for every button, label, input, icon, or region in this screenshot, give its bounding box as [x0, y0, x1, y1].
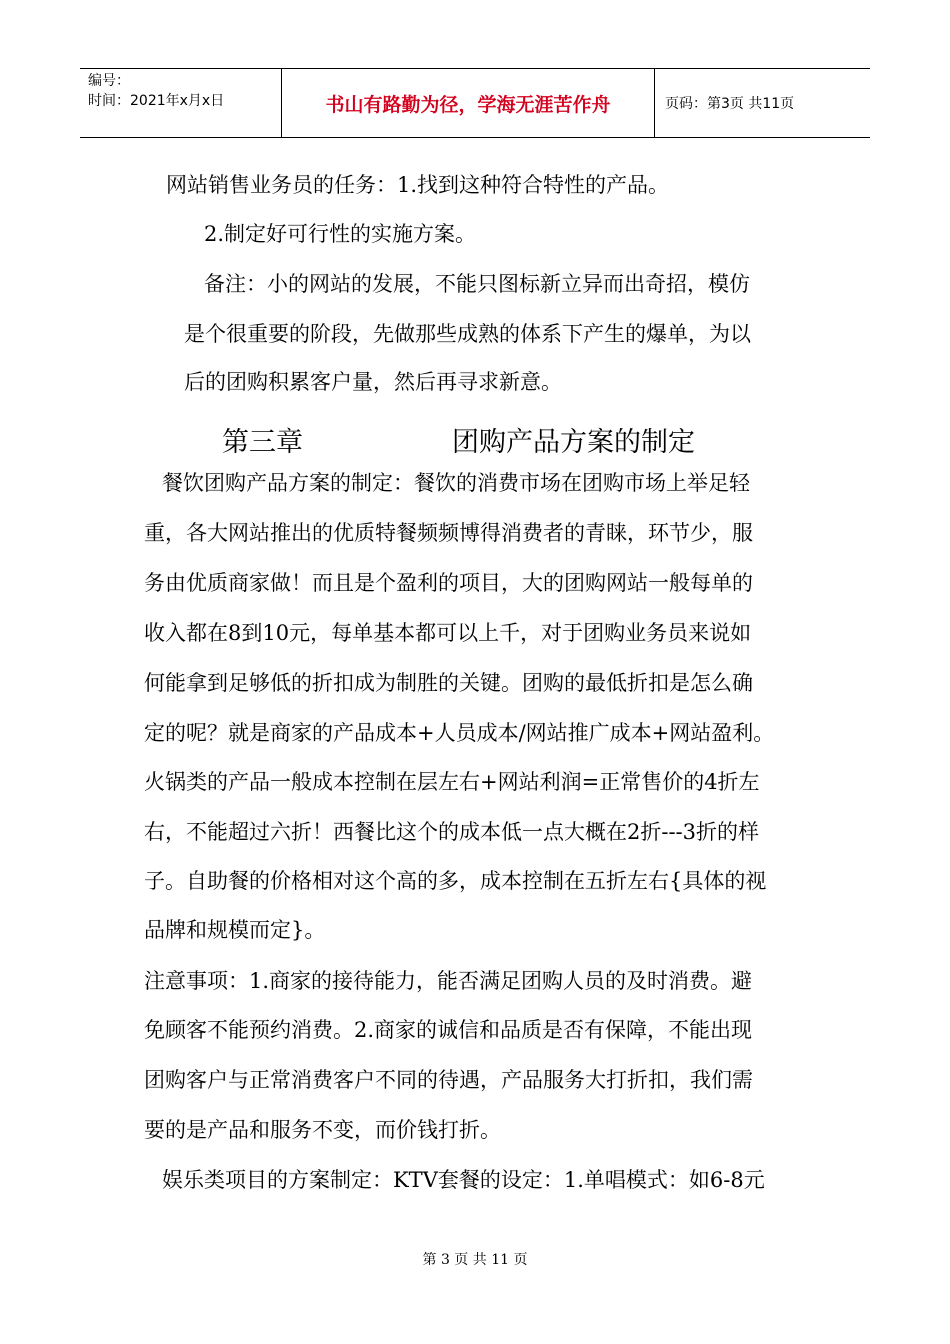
page-footer: 第 3 页 共 11 页 — [422, 1252, 528, 1268]
text-line: 团购客户与正常消费客户不同的待遇，产品服务大打折扣，我们需 — [144, 1068, 753, 1092]
document-time-label: 时间：2021年x月x日 — [88, 93, 225, 109]
header-motto: 书山有路勤为径，学海无涯苦作舟 — [325, 93, 611, 116]
header-motto-cell — [282, 69, 655, 137]
text-line: 务由优质商家做！而且是个盈利的项目，大的团购网站一般每单的 — [144, 571, 753, 595]
header-page-info: 页码：第3页 共11页 — [665, 96, 795, 112]
text-line: 右，不能超过六折！西餐比这个的成本低一点大概在2折---3折的样 — [144, 820, 760, 844]
text-line: 餐饮团购产品方案的制定：餐饮的消费市场在团购市场上举足轻 — [162, 471, 750, 495]
text-line: 火锅类的产品一般成本控制在层左右+网站利润=正常售价的4折左 — [144, 770, 760, 794]
text-line: 子。自助餐的价格相对这个高的多，成本控制在五折左右{具体的视 — [144, 869, 767, 893]
text-line: 免顾客不能预约消费。2.商家的诚信和品质是否有保障，不能出现 — [144, 1018, 753, 1042]
text-line: 定的呢？就是商家的产品成本+人员成本/网站推广成本+网站盈利。 — [144, 721, 775, 745]
header-page-cell — [655, 69, 870, 137]
text-line: 备注：小的网站的发展，不能只图标新立异而出奇招，模仿 — [204, 272, 750, 296]
header-meta-cell — [80, 69, 282, 137]
text-line: 注意事项：1.商家的接待能力，能否满足团购人员的及时消费。避 — [144, 969, 753, 993]
text-line: 要的是产品和服务不变，而价钱打折。 — [144, 1118, 501, 1142]
text-line: 何能拿到足够低的折扣成为制胜的关键。团购的最低折扣是怎么确 — [144, 671, 753, 695]
text-line: 是个很重要的阶段，先做那些成熟的体系下产生的爆单，为以 — [184, 322, 751, 346]
document-number-label: 编号： — [88, 73, 130, 89]
page-header — [80, 68, 870, 138]
text-line: 收入都在8到10元，每单基本都可以上千，对于团购业务员来说如 — [144, 621, 752, 645]
chapter-number: 第三章 — [222, 427, 303, 458]
text-line: 娱乐类项目的方案制定：KTV套餐的设定：1.单唱模式：如6-8元 — [162, 1168, 765, 1192]
text-line: 品牌和规模而定}。 — [144, 918, 326, 942]
text-line: 网站销售业务员的任务：1.找到这种符合特性的产品。 — [166, 173, 670, 197]
text-line: 2.制定好可行性的实施方案。 — [204, 222, 477, 246]
chapter-title: 团购产品方案的制定 — [452, 427, 695, 458]
text-line: 后的团购积累客户量，然后再寻求新意。 — [184, 370, 562, 394]
text-line: 重，各大网站推出的优质特餐频频博得消费者的青睐，环节少，服 — [144, 521, 753, 545]
